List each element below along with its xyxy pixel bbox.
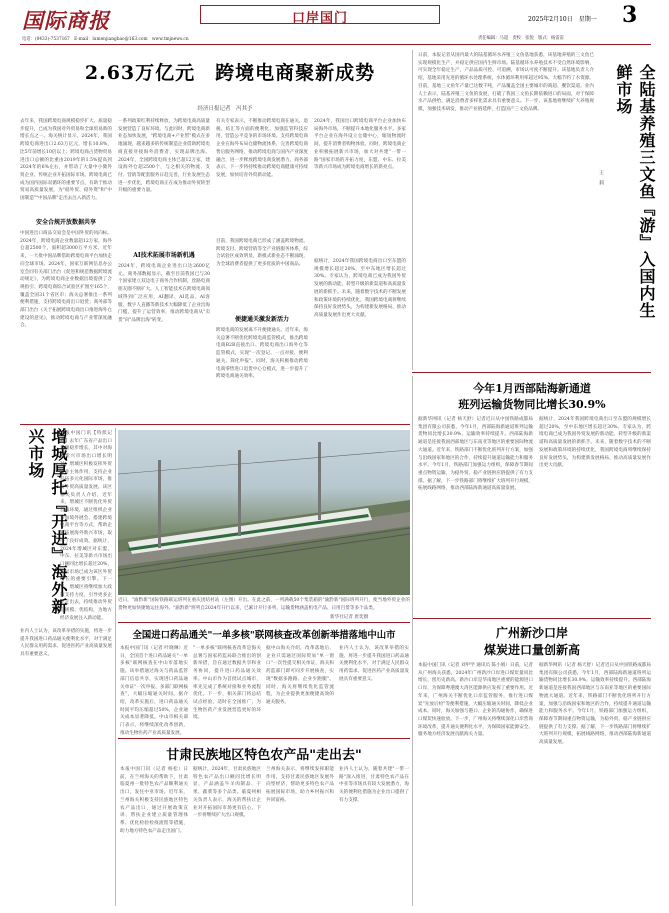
gansu-col4: 业内人士认为，随着共建"一带一路"深入推进，甘肃特色农产品在中亚等市场具有较大发展潜力，海关的便利化措施为企业出口提供了有力支撑。 [339,767,409,803]
rail-headline-2: 班列运输货物同比增长30.9% [458,398,606,411]
main-byline: 经济日报记者 冯其予 [197,106,253,112]
main-col1b-text: 中国进出口商品交易会是中国外贸的风向标。2024年，跨境电商企业数量超12万家，海外仓超2500个，面积超3000万平方米。近年来，一大批中国品牌借助跨境电商平台加快走向全球市场。2024年，国家互联网信息办公室会同有关部门出台《促进和规范数据跨境流动规定》，为跨境电商企业数据出境提供了合规指引；跨境电商综合试验区扩围至165个，覆盖全国31个省区市；海关总署推出一系列便利措施，支持跨境电商出口退货；商务部等部门出台《关于拓展跨境电商出口推进海外仓建设的意见》，推动跨境电商与产业带深度融合。 [20,231,112,329]
gansu-col1: 本报中国门讯（记者 杨松）日前，在兰州海关的帮助下，甘肃临夏州一批特色农产品顺利通关出口，发往中亚市场。近年来，兰州海关积极支持民族地区特色农产品出口，通过开展政策宣讲、帮扶企业建立质量管理体系、优化检验检疫流程等措施，助力地方特色农产品走出国门。 [120,767,188,834]
main-subhead-2: AI技术拓展市场新机遇 [133,252,195,259]
staff-line: 责任编辑：马超 责校：张悦 版式：杨雷雷 [478,36,564,41]
photo-caption: 近日，"渝黔新"国际铁路联运班列在重庆团结村站（左图）开出。在此之前，一列满载50个集装箱的"渝黔新"国际班列开行，使当地外贸企业的货物更加快捷地运往海外。"渝黔新"班列自2024年开行以来，已累计开行多列，运输货物涵盖机电产品、日用百货等多个品类。 [118,598,410,611]
zengcheng-headline: 增城厚托『开进』海外新兴市场 [26,428,68,615]
section-divider-1 [20,424,410,425]
rail-headline-1: 今年1月西部陆海新通道 [473,382,591,395]
guangzhou-text-col1: 本报中国门讯（记者 刘甲学 通讯员 陈小娟）日前，记者从广州海关获悉，2024年广州新沙口岸进口煤炭量同比增长，创历史新高。新沙口岸是华南地区重要的能源进口口岸，为保障粤港澳大湾区能源供应发挥了重要作用。近年来，广州海关不断优化口岸监管服务，推行进口煤炭"先放后检"等便利措施，大幅压缩通关时间，降低企业成本。同时，海关加强与港口、企业的沟通协作，确保进口煤炭快速验放。下一步，广州海关将继续深化口岸营商环境改革，提升通关便利化水平，为保障国家能源安全、服务地方经济发展贡献海关力量。 [418,663,533,738]
main-col2-text: 一系列政策红利持续释放，为跨境电商高质量发展营造了良好环境。与此同时，跨境电商新业态加快发展，"跨境电商+产业带"模式在多地涌现，越来越多的传统制造企业借助跨境电商直接对接海外消费者，实现品牌出海。2024年，全国跨境电商主体已超12万家，建设海外仓超2500个，与之相关的物流、支付、营销等配套服务日趋完善，行业发展生态进一步优化，跨境电商正在成为推动外贸转型升级的重要力量。 [118,119,210,194]
section-divider-5 [118,738,410,739]
gansu-headline: 甘肃民族地区特色农产品"走出去" [166,748,362,763]
pharma-col4: 业内人士认为，该改革举措的实施，将进一步提升我国进口药品通关便利化水平，对于满足人民群众用药需求、促进医药产业高质量发展具有重要意义。 [339,646,409,682]
main-col3-text: 有关专家表示，不断推动跨境电商在通关、退税、结汇等方面的便利化，加强监管科技应用，营造公平竞争的市场环境。支持跨境电商企业在海外布局仓储物流体系，完善跨境电商售后服务网络，推动跨境电商与国内产业深度融合，进一步释放跨境电商发展潜力。商务部表示，下一步将持续推动跨境电商健康可持续发展，加快培育外贸新动能。 [216,119,308,178]
gansu-col2: 据统计，2024年，甘肃民族地区特色农产品出口额同比增长明显，产品涵盖牛羊肉制品、干果、蔬菜等多个品类。临夏州相关负责人表示，海关的帮扶让企业对开拓国际市场更有信心，下一步将继续扩大出口规模。 [193,767,261,819]
right-column-divider [412,50,413,370]
pharma-col2: "一单多核"联网核查改革是海关总署与国家药监局联合推出的创新举措，旨在通过数据共享和业务协同，提升进口药品通关效率。中山市作为首批试点城市，率先完成了系统对接和业务流程优化。下一步，相关部门将总结试点经验，适时在全国推广，为生物医药产业发展营造更好的环境。 [193,646,261,721]
photo-credit: 新华社记者 唐奕摄 [330,615,369,620]
train-photo [118,430,410,595]
main-subhead-1: 安全合规开放数据共享 [35,219,96,226]
pharma-col1: 本报中国门讯（记者 叶晓琳）近日，全国首个进口药品通关"一单多核"联网核查在中山市落地实施。该举措通过海关与药品监管部门信息共享，实现进口药品通关单证"一次申报、多部门联网核查"，大幅压缩通关时间。据介绍，改革实施后，进口药品通关时间平均压缩超过50%，企业通关成本显著降低。中山市相关部门表示，将继续深化改革创新，推动生物医药产业高质量发展。 [120,646,188,736]
main-col1-text: 去年来，我国跨境电商规模稳步扩大、质量稳步提升，已成为我国对外贸易和全球贸易新的增长点之一。海关统计显示，2024年，我国跨境电商进出口2.63万亿元，增长10.8%，比5年前增长10倍以上；跨境电商占货物贸易进出口总额的比重由2019年的1.5%提高到2024年的6%左右，并带动了大量中小微外贸企业、传统企业开拓国际市场。跨境电商已成为国内国际双循环的重要节点，有助于推动贸易高质量发展，为"稳外贸、稳外资"和"中国制造""中国品牌"走出去注入新活力。 [20,119,112,202]
issue-date: 2025年2月10日 星期一 [528,16,597,23]
main-col3b-text: 目前，我国跨境电商已形成了涵盖跨境物流、跨境支付、跨境营销等全产业链服务体系，综合试验区成效明显，新模式新业态不断涌现，为全球消费者提供了更多优质的中国商品。 [216,239,308,268]
main-headline: 2.63万亿元 跨境电商聚新成势 [84,62,376,84]
masthead [0,0,669,44]
guangzhou-headline-1: 广州新沙口岸 [495,626,568,640]
main-col3c-text: 跨境电商的发展离不开便捷通关。近年来，海关总署不断优化跨境电商监管模式，推出跨境电商B2B直接出口、跨境电商出口海外仓等监管模式，实现"一次登记、一点对接、便利通关、简化申报"。同时，海关积极推动跨境电商零售进口退货中心仓模式，进一步提升了跨境电商通关效率。 [216,328,308,380]
newspaper-logo: 国际商报 [22,8,110,33]
section-divider-2 [412,372,651,373]
main-column-2 [118,118,210,420]
pharma-headline: 全国进口药品通关"一单多核"联网核查改革创新举措落地中山市 [132,630,396,641]
section-title: 口岸国门 [291,11,348,26]
main-column-3 [216,118,308,420]
main-subhead-3: 便捷通关激发新活力 [234,316,289,323]
salmon-text: 日前，本报记者从国内最大的陆基循环水养殖三文鱼基地获悉，该基地养殖的三文鱼已实现规模化生产，并稳定供应国内生鲜市场。陆基循环水养殖技术不受自然环境影响，可实现全年稳定生产，产品品质可控、可追溯，市场认可度不断提升。该基地负责人介绍，基地采用先进的循环水处理系统，水体循环利用率超过95%，大幅节约了水资源。目前，基地三文鱼年产量已达数千吨，产品覆盖全国主要城市的商超、餐饮渠道。业内人士表示，陆基养殖三文鱼的发展，打破了我国三文鱼长期依赖进口的局面，对于保障水产品供给、满足消费者多样化需求具有重要意义。下一步，该基地将继续扩大养殖规模，加强技术研发，推动产业链延伸，打造国产三文鱼品牌。 [418,53,594,112]
masthead-rule [20,44,651,45]
main-column-1 [20,118,112,420]
left-column-divider [115,428,116,906]
guangzhou-headline-2: 煤炭进口量创新高 [483,643,580,657]
contact-line: 电话：(0433)-7537167 E-mail：lumenjiangbao@163.com www.tmjnews.cn [22,37,189,42]
main-column-4 [314,118,406,420]
section-divider-3 [412,618,651,619]
section-divider-4 [118,622,410,623]
zengcheng-text-upper: 本报中国门讯【特派记者】去年广东省产品出口总额稳步增长，其中对海外新兴市场出口增长明显。增城区积极发挥外贸企业主体作用，支持企业开拓多元化国际市场，推动外贸高质量发展。该区相关负责人介绍，近年来，增城区不断优化外贸营商环境，通过组织企业参加境外展会、搭建跨境电商平台等方式，帮助企业拓展海外新兴市场，取得了良好成效。据统计，2024年增城区对东盟、中东、拉美等新兴市场出口额同比增长超过20%，新兴市场已成为该区外贸增长的重要引擎。下一步，增城区将继续加大政策支持力度，引导更多企业走出去，持续推动外贸稳规模、优结构，为地方经济发展注入新动能。 [60,431,112,621]
salmon-byline: 王 莉 [598,170,604,185]
main-col4b-text: 据统计，2024年我国跨境电商出口至东盟的规模增长超过20%，至中东地区增长超过30%。专家认为，跨境电商已成为我国外贸发展的新动能、转型升级的新渠道和高质量发展的新抓手。未来，随着数字技术的不断发展和政策环境的持续优化，我国跨境电商将继续保持良好发展势头，为构建新发展格局、推动高质量发展作出更大贡献。 [314,259,406,318]
page-number: 3 [622,2,638,28]
main-col2b-text: 2024年，跨境电商企业进出口达2600亿元。商务部数据显示，截至目前我国已与30个国家建立双边电子商务合作机制，丝路电商朋友圈不断扩大。人工智能技术在跨境电商领域得到广泛应用，AI翻译、AI选品、AI客服、数字人直播等新技术大幅降低了企业出海门槛，提升了运营效率，推动跨境电商从"卖货"向"品牌出海"转变。 [118,264,210,323]
rail-text-col2: 据统计，2024年我国跨境电商出口至东盟的规模增长超过20%，至中东地区增长超过30%。专家认为，跨境电商已成为我国外贸发展的新动能、转型升级的新渠道和高质量发展的新抓手。未来，随着数字技术的不断发展和政策环境的持续优化，我国跨境电商将继续保持良好发展势头，为构建新发展格局、推动高质量发展作出更大贡献。 [539,417,651,469]
salmon-headline: 全陆基养殖三文鱼『游』入国内生鲜市场 [614,64,656,319]
rail-text-col1: 据新华网讯（记者 杨天舒）记者近日从中国铁路成都局集团有限公司获悉，今年1月，西部陆海新通道班列运输货物同比增长30.9%，运输效率持续提升。西部陆海新通道是连接我国西部地区与东南亚等地区的重要国际物流大通道。近年来，铁路部门不断优化班列开行方案，加强与沿线国家和地区的合作，持续提升通道运输能力和服务水平。今年1月，铁路部门加强运力组织，保障春节期间重点物资运输，为稳外贸、稳产业链供应链提供了有力支撑。据了解，下一步铁路部门将继续扩大班列开行规模，拓展线路网络，推动西部陆海新通道高质量发展。 [418,417,533,492]
zengcheng-text-lower: 业内人士认为，该改革举措的实施，将进一步提升我国进口药品通关便利化水平，对于满足人民群众用药需求、促进医药产业高质量发展具有重要意义。 [20,629,112,658]
gansu-col3: 兰州海关表示，将继续发挥职能作用，支持甘肃民族地区发展外向型经济，帮助更多特色农产品拓展国际市场，助力乡村振兴和共同富裕。 [266,767,334,803]
guangzhou-text-col2: 据新华网讯（记者 杨天舒）记者近日从中国铁路成都局集团有限公司获悉，今年1月，西部陆海新通道班列运输货物同比增长30.9%，运输效率持续提升。西部陆海新通道是连接我国西部地区与东南亚等地区的重要国际物流大通道。近年来，铁路部门不断优化班列开行方案，加强与沿线国家和地区的合作，持续提升通道运输能力和服务水平。今年1月，铁路部门加强运力组织，保障春节期间重点物资运输，为稳外贸、稳产业链供应链提供了有力支撑。据了解，下一步铁路部门将继续扩大班列开行规模，拓展线路网络，推动西部陆海新通道高质量发展。 [539,663,651,746]
main-col4-text: 2024年，我国出口跨境电商平台企业加快布局海外市场，不断提升本地化服务水平。多家平台企业在海外设立仓储中心，缩短物流时间，提升消费者购物体验。同时，跨境电商企业积极拓展新兴市场，加大对共建"一带一路"国家市场的开拓力度，东盟、中东、拉美等新兴市场成为跨境电商增长的新亮点。 [314,119,406,171]
middle-column-divider [412,376,413,906]
train-illustration [118,430,410,595]
pharma-col3: 据中山海关介绍，改革落地后，企业只需通过国际贸易"单一窗口"一次性提交相关单证，海关和药监部门即可同步开展核查，实现"数据多跑路、企业少跑腿"。同时，海关将继续优化监管流程，为企业提供更加便捷高效的通关服务。 [266,646,334,705]
